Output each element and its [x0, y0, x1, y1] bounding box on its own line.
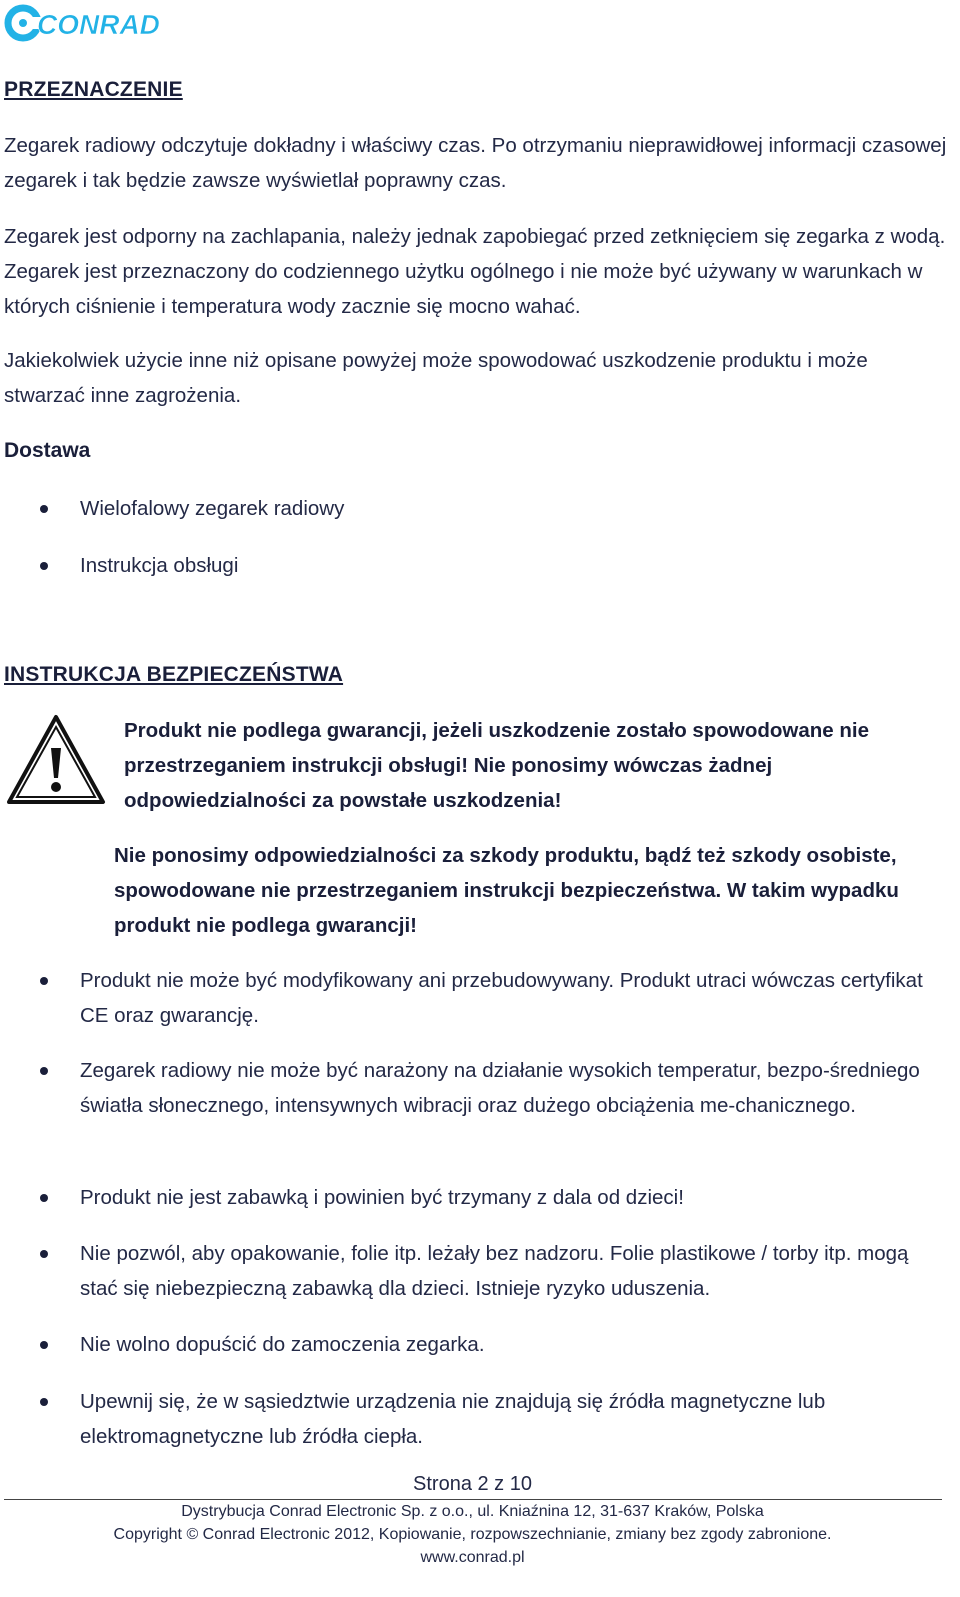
section-heading-safety: INSTRUKCJA BEZPIECZEŃSTWA: [4, 663, 344, 686]
footer-copyright: Copyright © Conrad Electronic 2012, Kopiowanie, rozpowszechnianie, zmiany bez zgody zabronione.: [113, 1526, 832, 1543]
bullet-icon: [40, 1250, 48, 1258]
list-item-text: Nie pozwól, aby opakowanie, folie itp. leżały bez nadzoru. Folie plastikowe / torby itp. mogą stać się niebezpieczną zabawką dla dzieci. Istnieje ryzyko uduszenia.: [80, 1242, 909, 1300]
list-item-text: Produkt nie jest zabawką i powinien być trzymany z dala od dzieci!: [80, 1186, 684, 1209]
list-item-text: Upewnij się, że w sąsiedztwie urządzenia nie znajdują się źródła magnetyczne lub elektromagnetyczne lub źródła ciepła.: [80, 1390, 826, 1448]
bullet-icon: [40, 1067, 48, 1075]
logo-text: CONRAD: [37, 9, 160, 40]
warning-text: Nie ponosimy odpowiedzialności za szkody produktu, bądź też szkody osobiste, spowodowane nie przestrzeganiem instrukcji bezpieczeństwa. W takim wypadku produkt nie podlega gwarancji!: [114, 844, 899, 937]
list-item-text: Wielofalowy zegarek radiowy: [80, 497, 345, 520]
paragraph: Zegarek jest odporny na zachlapania, należy jednak zapobiegać przed zetknięciem się zegarka z wodą. Zegarek jest przeznaczony do codziennego użytku ogólnego i nie może być używany w warunkach w których ciśnienie i temperatura wody zacznie się mocno wahać.: [4, 225, 946, 318]
list-item-text: Nie wolno dopuścić do zamoczenia zegarka.: [80, 1333, 485, 1356]
paragraph: Zegarek radiowy odczytuje dokładny i właściwy czas. Po otrzymaniu nieprawidłowej informacji czasowej zegarek i tak będzie zawsze wyświetlał poprawny czas.: [4, 134, 947, 192]
bullet-icon: [40, 1398, 48, 1406]
section-heading-purpose: PRZEZNACZENIE: [4, 78, 183, 101]
bullet-icon: [40, 977, 48, 985]
bullet-icon: [40, 1341, 48, 1349]
list-item-text: Zegarek radiowy nie może być narażony na działanie wysokich temperatur, bezpo-średniego światła słonecznego, intensywnych wibracji oraz dużego obciążenia me-chanicznego.: [80, 1059, 920, 1117]
footer-website: www.conrad.pl: [420, 1549, 525, 1566]
page-number: Strona 2 z 10: [413, 1473, 532, 1495]
warning-triangle-icon: [6, 714, 106, 811]
warning-text: Produkt nie podlega gwarancji, jeżeli uszkodzenie zostało spowodowane nie przestrzeganiem instrukcji obsługi! Nie ponosimy wówczas żadnej odpowiedzialności za powstałe uszkodzenia!: [124, 719, 869, 812]
conrad-logo-icon: [4, 2, 160, 44]
bullet-icon: [40, 1194, 48, 1202]
footer-address: Dystrybucja Conrad Electronic Sp. z o.o., ul. Kniaźnina 12, 31-637 Kraków, Polska: [181, 1503, 764, 1520]
bullet-icon: [40, 505, 48, 513]
bullet-icon: [40, 562, 48, 570]
list-item-text: Produkt nie może być modyfikowany ani przebudowywany. Produkt utraci wówczas certyfikat CE oraz gwarancję.: [80, 969, 923, 1027]
paragraph: Jakiekolwiek użycie inne niż opisane powyżej może spowodować uszkodzenie produktu i może stwarzać inne zagrożenia.: [4, 349, 868, 407]
conrad-logo: [4, 2, 160, 44]
list-item-text: Instrukcja obsługi: [80, 554, 239, 577]
delivery-heading: Dostawa: [4, 439, 91, 462]
footer-divider: [4, 1499, 942, 1500]
